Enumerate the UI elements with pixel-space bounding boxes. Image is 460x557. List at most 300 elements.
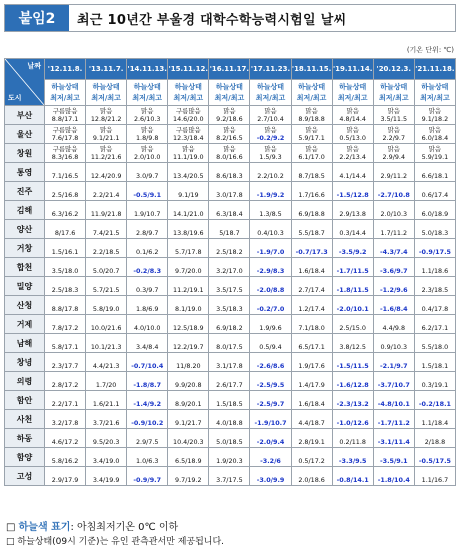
sky-state xyxy=(127,411,167,419)
temp-minmax: 2.8/9.7 xyxy=(135,229,159,237)
temp-minmax: 1.5/9.3 xyxy=(259,153,282,161)
sub-header xyxy=(168,80,209,106)
weather-cell xyxy=(291,410,332,429)
sky-state xyxy=(86,316,126,324)
sky-state xyxy=(127,240,167,248)
weather-cell xyxy=(127,467,168,486)
weather-cell xyxy=(45,353,86,372)
sky-state xyxy=(374,430,414,438)
weather-cell xyxy=(45,315,86,334)
city-name: 합천 xyxy=(5,258,45,277)
temp-minmax: 1.2/17.4 xyxy=(298,305,325,313)
sub-header-minmax: 최저/최고 xyxy=(91,93,121,102)
temp-minmax: -0.7/17.3 xyxy=(295,248,328,256)
sky-state: 맑음 xyxy=(99,107,113,115)
weather-cell xyxy=(291,353,332,372)
sky-state xyxy=(209,449,249,457)
weather-cell xyxy=(45,391,86,410)
sky-state xyxy=(415,316,455,324)
weather-cell xyxy=(414,144,455,163)
table-row xyxy=(5,448,456,467)
weather-cell xyxy=(291,125,332,144)
weather-cell xyxy=(373,144,414,163)
weather-cell xyxy=(209,182,250,201)
sky-state: 맑음 xyxy=(182,145,195,153)
footnote-2-text: 하늘상태(09시 기준)는 유인 관측관서만 제공됩니다. xyxy=(17,537,225,547)
sky-state: 맑음 xyxy=(346,107,359,115)
weather-cell xyxy=(332,429,373,448)
weather-cell xyxy=(168,467,209,486)
weather-cell xyxy=(209,163,250,182)
weather-cell xyxy=(127,353,168,372)
temp-minmax: 3.4/8.4 xyxy=(135,343,159,351)
temp-minmax: 2.3/18.5 xyxy=(421,286,449,294)
sky-state xyxy=(415,183,455,191)
weather-cell xyxy=(291,106,332,125)
weather-cell xyxy=(250,429,291,448)
weather-cell xyxy=(291,448,332,467)
sub-header xyxy=(86,80,127,106)
temp-minmax: 8/17.6 xyxy=(54,229,76,237)
temp-minmax: 8.7/18.5 xyxy=(298,172,325,180)
sub-header-minmax: 최저/최고 xyxy=(173,93,204,102)
temp-minmax: 0.2/11.8 xyxy=(339,438,366,446)
weather-cell xyxy=(45,334,86,353)
temp-minmax: 1.9/17.6 xyxy=(298,362,325,370)
sky-state xyxy=(415,411,455,419)
temp-minmax: -0.9/10.2 xyxy=(131,419,164,427)
temp-minmax: 4.8/14.4 xyxy=(339,115,366,123)
temp-minmax: 4.4/9.8 xyxy=(382,324,406,332)
sky-state xyxy=(292,354,332,362)
weather-cell xyxy=(127,315,168,334)
temp-minmax: 1.7/11.2 xyxy=(380,229,408,237)
temp-minmax: 1.7/20 xyxy=(95,381,117,389)
temp-minmax: 6.0/18.4 xyxy=(421,134,449,142)
temp-minmax: -2.9/8.3 xyxy=(256,267,285,275)
weather-cell xyxy=(291,201,332,220)
sky-state xyxy=(333,392,373,400)
sky-state: 맑음 xyxy=(428,107,442,115)
temp-minmax: 3.5/18.0 xyxy=(51,267,79,275)
temp-minmax: 2.8/19.1 xyxy=(298,438,325,446)
temp-minmax: 2.3/17.7 xyxy=(51,362,79,370)
date-header: '21.11.18. xyxy=(414,59,455,80)
sky-state xyxy=(86,354,126,362)
temp-minmax: 10.1/21.3 xyxy=(90,343,122,351)
weather-cell xyxy=(168,372,209,391)
temp-minmax: -0.8/14.1 xyxy=(336,476,369,484)
sky-state: 맑음 xyxy=(428,145,442,153)
table-row xyxy=(5,163,456,182)
weather-cell xyxy=(373,448,414,467)
temp-minmax: 2.2/13.4 xyxy=(339,153,366,161)
sky-state xyxy=(374,411,414,419)
sky-state xyxy=(374,164,414,172)
table-corner xyxy=(5,59,45,106)
sky-state xyxy=(292,297,332,305)
temp-minmax: 5.7/21.5 xyxy=(92,286,120,294)
weather-cell xyxy=(168,448,209,467)
temp-minmax: 12.8/21.2 xyxy=(90,115,122,123)
sky-state xyxy=(168,468,208,476)
corner-date-label: 날짜 xyxy=(27,62,41,70)
sky-state xyxy=(415,392,455,400)
sky-state xyxy=(415,468,455,476)
sky-state xyxy=(127,392,167,400)
temp-minmax: -0.9/9.7 xyxy=(133,476,162,484)
temp-minmax: 4.6/17.2 xyxy=(51,438,79,446)
weather-cell xyxy=(414,258,455,277)
table-row xyxy=(5,144,456,163)
sky-state xyxy=(127,354,167,362)
weather-cell xyxy=(86,315,127,334)
weather-cell xyxy=(127,163,168,182)
sky-state xyxy=(209,259,249,267)
temp-minmax: -2.3/13.2 xyxy=(336,400,369,408)
sky-state xyxy=(415,259,455,267)
weather-cell xyxy=(291,467,332,486)
sky-state xyxy=(250,316,290,324)
sky-state xyxy=(250,164,290,172)
weather-cell xyxy=(250,182,291,201)
weather-cell xyxy=(168,410,209,429)
weather-cell xyxy=(373,239,414,258)
weather-cell xyxy=(86,125,127,144)
sky-state xyxy=(333,297,373,305)
weather-cell xyxy=(45,106,86,125)
sky-state xyxy=(127,430,167,438)
sky-state xyxy=(333,202,373,210)
sky-state xyxy=(209,240,249,248)
temp-minmax: 1.1/18.6 xyxy=(421,267,449,275)
weather-cell xyxy=(332,410,373,429)
sky-state: 맑음 xyxy=(346,126,359,134)
city-name: 남해 xyxy=(5,334,45,353)
corner-city-label: 도시 xyxy=(8,94,22,102)
sub-header-sky: 하늘상태 xyxy=(174,82,202,91)
temp-minmax: -3.5/9.2 xyxy=(338,248,367,256)
weather-cell xyxy=(332,182,373,201)
weather-cell xyxy=(250,220,291,239)
sky-state xyxy=(127,335,167,343)
weather-cell xyxy=(414,372,455,391)
weather-cell xyxy=(127,334,168,353)
sub-header-sky: 하늘상태 xyxy=(339,82,367,91)
weather-cell xyxy=(414,315,455,334)
sky-state xyxy=(250,373,290,381)
sub-header xyxy=(414,80,455,106)
sky-state xyxy=(168,354,208,362)
weather-cell xyxy=(86,163,127,182)
sky-state xyxy=(86,202,126,210)
weather-cell xyxy=(332,201,373,220)
temp-minmax: -1.9/7.0 xyxy=(256,248,285,256)
weather-cell xyxy=(291,334,332,353)
weather-cell xyxy=(414,106,455,125)
weather-cell xyxy=(332,277,373,296)
city-name: 거제 xyxy=(5,315,45,334)
table-row xyxy=(5,125,456,144)
sky-state xyxy=(374,183,414,191)
temp-minmax: 3.7/21.6 xyxy=(92,419,120,427)
weather-cell xyxy=(45,429,86,448)
sky-state xyxy=(292,202,332,210)
sky-state: 맑음 xyxy=(264,126,277,134)
temp-minmax: 8.9/18.8 xyxy=(298,115,325,123)
city-name: 의령 xyxy=(5,372,45,391)
sky-state xyxy=(374,259,414,267)
sub-header-sky: 하늘상태 xyxy=(51,82,79,91)
sky-state xyxy=(86,164,126,172)
temp-minmax: 11.9/21.8 xyxy=(90,210,122,218)
date-header: '17.11.23. xyxy=(250,59,291,80)
table-row xyxy=(5,296,456,315)
temp-minmax: 5.8/16.2 xyxy=(51,457,79,465)
temp-minmax: 2.0/10.3 xyxy=(380,210,408,218)
weather-cell xyxy=(373,277,414,296)
weather-cell xyxy=(414,201,455,220)
weather-cell xyxy=(127,296,168,315)
temp-minmax: 6.6/18.1 xyxy=(421,172,449,180)
temp-minmax: 6.9/18.2 xyxy=(216,324,243,332)
temp-minmax: 8.8/17.8 xyxy=(51,305,79,313)
weather-cell xyxy=(332,106,373,125)
weather-cell xyxy=(209,391,250,410)
sky-state xyxy=(292,240,332,248)
sky-state xyxy=(127,202,167,210)
weather-cell xyxy=(291,391,332,410)
table-row xyxy=(5,258,456,277)
temp-minmax: 7.1/18.0 xyxy=(298,324,325,332)
temp-minmax: 8.3/16.8 xyxy=(51,153,79,161)
weather-cell xyxy=(209,429,250,448)
sky-state xyxy=(250,221,290,229)
weather-cell xyxy=(209,277,250,296)
city-name: 김해 xyxy=(5,201,45,220)
temp-minmax: 3.5/11.5 xyxy=(380,115,408,123)
weather-cell xyxy=(209,467,250,486)
weather-cell xyxy=(332,125,373,144)
weather-cell xyxy=(250,296,291,315)
weather-cell xyxy=(209,296,250,315)
temp-minmax: 0.1/6.2 xyxy=(135,248,159,256)
sky-state xyxy=(86,430,126,438)
sky-state xyxy=(86,411,126,419)
temp-minmax: -2.0/9.4 xyxy=(256,438,285,446)
temp-minmax: 8.0/16.6 xyxy=(216,153,243,161)
weather-cell xyxy=(45,372,86,391)
sky-state xyxy=(45,411,85,419)
sky-state xyxy=(374,240,414,248)
weather-cell xyxy=(291,220,332,239)
temp-minmax: -2.5/9.7 xyxy=(256,400,285,408)
temp-minmax: -3.2/6 xyxy=(260,457,281,465)
city-name: 밀양 xyxy=(5,277,45,296)
temp-minmax: -3.6/9.7 xyxy=(379,267,408,275)
weather-cell xyxy=(168,315,209,334)
city-name: 울산 xyxy=(5,125,45,144)
sky-state xyxy=(333,430,373,438)
sky-state xyxy=(333,373,373,381)
sky-state xyxy=(86,373,126,381)
temp-minmax: 4.4/18.7 xyxy=(298,419,325,427)
weather-cell xyxy=(168,144,209,163)
weather-cell xyxy=(168,296,209,315)
sky-state xyxy=(415,297,455,305)
sub-header-sky: 하늘상태 xyxy=(421,82,449,91)
sky-state xyxy=(292,259,332,267)
temp-minmax: -2.0/10.1 xyxy=(336,305,369,313)
temp-minmax: 12.3/18.4 xyxy=(173,134,204,142)
weather-cell xyxy=(291,296,332,315)
temp-minmax: 3.4/19.0 xyxy=(92,457,120,465)
sky-state xyxy=(415,240,455,248)
temp-minmax: -0.2/7.0 xyxy=(256,305,285,313)
sky-state: 맑음 xyxy=(141,145,154,153)
sky-state: 맑음 xyxy=(99,126,113,134)
temp-minmax: -0.2/18.1 xyxy=(418,400,451,408)
attachment-badge: 붙임2 xyxy=(5,5,69,31)
weather-cell xyxy=(332,448,373,467)
weather-cell xyxy=(414,429,455,448)
city-name: 고성 xyxy=(5,467,45,486)
weather-cell xyxy=(168,220,209,239)
city-name: 창녕 xyxy=(5,353,45,372)
temp-minmax: -1.9/10.7 xyxy=(254,419,287,427)
temp-minmax: -1.7/11.2 xyxy=(377,419,410,427)
table-row xyxy=(5,372,456,391)
weather-cell xyxy=(414,391,455,410)
sky-state: 맑음 xyxy=(141,107,154,115)
temp-minmax: 11/8.20 xyxy=(176,362,201,370)
temp-minmax: 2.9/17.9 xyxy=(51,476,79,484)
weather-cell xyxy=(332,258,373,277)
sky-state xyxy=(250,449,290,457)
sky-state: 맑음 xyxy=(99,145,113,153)
sky-state xyxy=(168,221,208,229)
table-row xyxy=(5,220,456,239)
sky-state xyxy=(45,468,85,476)
sky-state xyxy=(45,449,85,457)
weather-cell xyxy=(86,106,127,125)
sky-state xyxy=(374,468,414,476)
weather-cell xyxy=(291,239,332,258)
sky-state xyxy=(168,278,208,286)
temp-minmax: 2.9/11.2 xyxy=(380,172,408,180)
temp-minmax: 10.0/21.6 xyxy=(90,324,122,332)
weather-cell xyxy=(86,220,127,239)
sky-state xyxy=(415,449,455,457)
footnotes xyxy=(6,520,224,550)
weather-cell xyxy=(373,182,414,201)
weather-cell xyxy=(250,125,291,144)
temp-minmax: -1.0/12.6 xyxy=(336,419,369,427)
sky-state xyxy=(415,354,455,362)
weather-cell xyxy=(127,391,168,410)
sky-state xyxy=(86,468,126,476)
sky-state xyxy=(333,449,373,457)
temp-minmax: 14.1/21.0 xyxy=(173,210,204,218)
temp-minmax: -2.6/8.6 xyxy=(256,362,285,370)
temp-minmax: -1.2/9.6 xyxy=(379,286,408,294)
sky-state xyxy=(292,183,332,191)
weather-cell xyxy=(168,429,209,448)
temp-minmax: 2.5/18.2 xyxy=(216,248,243,256)
temp-minmax: 14.6/20.0 xyxy=(173,115,204,123)
temp-minmax: 2.0/18.6 xyxy=(298,476,325,484)
weather-cell xyxy=(414,220,455,239)
temp-minmax: -1.5/11.5 xyxy=(336,362,369,370)
sky-state xyxy=(127,316,167,324)
weather-cell xyxy=(127,201,168,220)
weather-cell xyxy=(414,277,455,296)
table-row xyxy=(5,182,456,201)
sub-header-minmax: 최저/최고 xyxy=(378,93,409,102)
sky-state: 구름많음 xyxy=(175,107,201,115)
temp-minmax: -1.8/8.7 xyxy=(133,381,162,389)
weather-cell xyxy=(373,410,414,429)
weather-cell xyxy=(45,182,86,201)
temp-minmax: -3.1/11.4 xyxy=(377,438,410,446)
temp-minmax: 12.5/18.9 xyxy=(173,324,204,332)
sky-state xyxy=(209,468,249,476)
sky-state xyxy=(292,278,332,286)
sky-state xyxy=(168,164,208,172)
weather-cell xyxy=(86,429,127,448)
sky-state xyxy=(127,278,167,286)
temp-minmax: 9.5/20.3 xyxy=(92,438,120,446)
sky-state xyxy=(333,278,373,286)
temp-minmax: 5.9/17.1 xyxy=(298,134,325,142)
temp-minmax: 0.5/13.0 xyxy=(339,134,366,142)
sub-header-minmax: 최저/최고 xyxy=(296,93,327,102)
temp-minmax: 2/18.8 xyxy=(424,438,446,446)
weather-cell xyxy=(209,315,250,334)
temp-minmax: 2.2/18.5 xyxy=(92,248,120,256)
temp-minmax: 8.1/19.0 xyxy=(175,305,202,313)
temp-minmax: 1.6/18.4 xyxy=(298,267,325,275)
temp-minmax: -3.5/9.1 xyxy=(379,457,408,465)
table-row xyxy=(5,410,456,429)
temp-minmax: 1.1/18.4 xyxy=(421,419,449,427)
temp-minmax: 4.0/18.8 xyxy=(216,419,243,427)
sub-header-minmax: 최저/최고 xyxy=(214,93,245,102)
sky-state xyxy=(292,449,332,457)
table-row xyxy=(5,391,456,410)
temp-minmax: 1.8/6.9 xyxy=(135,305,159,313)
sky-state: 맑음 xyxy=(264,145,277,153)
sky-state xyxy=(292,411,332,419)
sky-state xyxy=(292,430,332,438)
table-row xyxy=(5,334,456,353)
sky-state: 맑음 xyxy=(141,126,154,134)
sub-header xyxy=(373,80,414,106)
sky-state xyxy=(209,392,249,400)
temp-minmax: -0.2/8.3 xyxy=(133,267,162,275)
weather-cell xyxy=(127,448,168,467)
temp-minmax: 8.8/17.1 xyxy=(51,115,79,123)
temp-minmax: -1.7/11.5 xyxy=(336,267,369,275)
temp-minmax: -1.9/9.2 xyxy=(256,191,285,199)
sky-state xyxy=(209,354,249,362)
temp-minmax: 13.4/20.5 xyxy=(173,172,204,180)
sub-header xyxy=(127,80,168,106)
temp-minmax: -1.8/11.5 xyxy=(336,286,369,294)
date-header: '13.11.7. xyxy=(86,59,127,80)
weather-cell xyxy=(168,239,209,258)
weather-cell xyxy=(373,391,414,410)
